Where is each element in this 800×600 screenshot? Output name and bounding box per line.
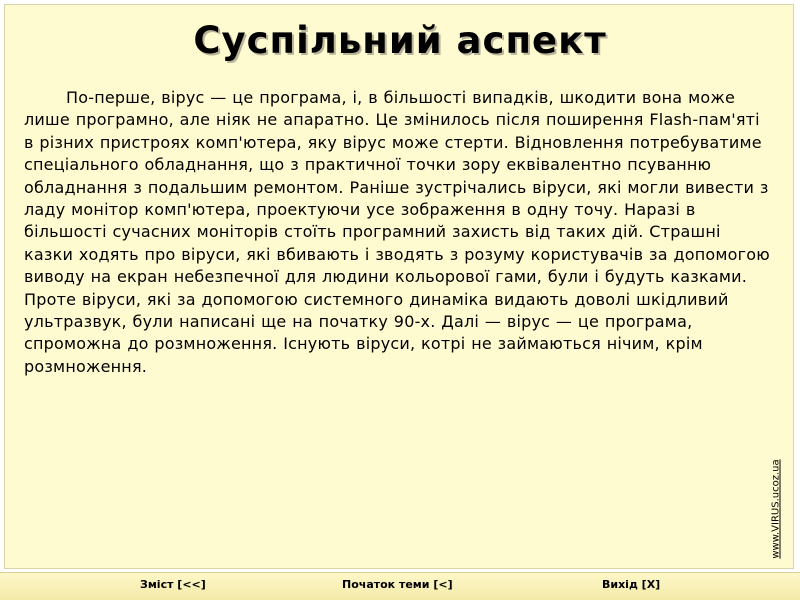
nav-contents-link[interactable]: Зміст [<<] [140,578,206,591]
nav-exit-link[interactable]: Вихід [X] [602,578,661,591]
slide-body-text: По-перше, вірус — це програма, і, в більшості випадків, шкодити вона може лише програмно, але ніяк не апаратно. Це змінилось після поширення Flash-пам'яті в різних пристроях комп'ютера, яку вірус може стерти. Відновлення потребуватиме спеціального обладнання, що з практичної точки зору еквівалентно псуванню обладнання з подальшим ремонтом. Раніше зустрічались віруси, які могли вивести з ладу монітор комп'ютера, проектуючи усе зображення в одну точу. Наразі в більшості сучасних моніторів стоїть програмний захисть від таких дій. Страшні казки ходять про віруси, які вбивають і зводять з розуму користувачів за допомогою виводу на екран небезпечної для людини кольорової гами, були і будуть казками. Проте віруси, які за допомогою системного динаміка видають доволі шкідливий ультразвук, були написані ще на початку 90-х. Далі — вірус — це програма, спроможна до розмноження. Існують віруси, котрі не займаються нічим, крім розмноження. [24,88,770,376]
site-watermark[interactable] [761,455,791,563]
site-watermark-link[interactable]: www.VIRUS.ucoz.ua [770,459,782,559]
nav-topic-start-link[interactable]: Початок теми [<] [342,578,453,591]
bottom-navigation-bar [0,572,800,600]
content-panel [4,4,794,569]
slide-title: Суспільний аспект [193,19,607,62]
